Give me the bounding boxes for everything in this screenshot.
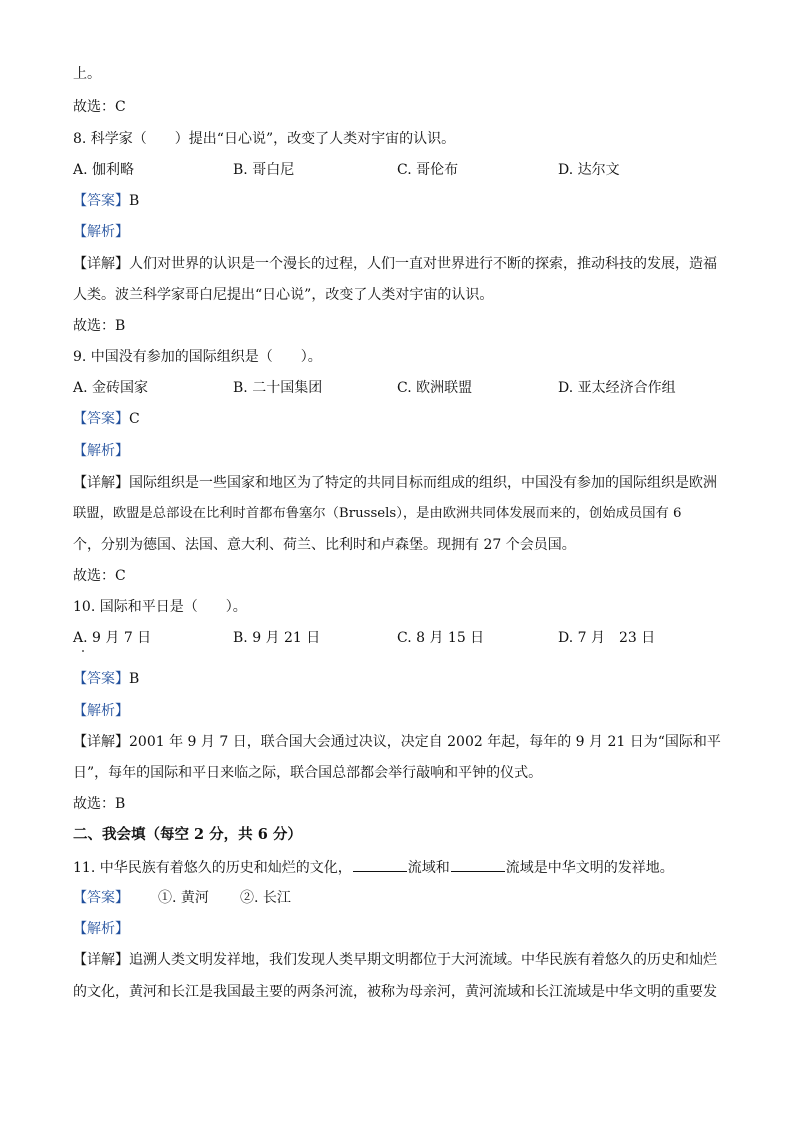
answer-value: B bbox=[129, 671, 140, 687]
q8-analysis-tag: 【解析】 bbox=[73, 224, 129, 240]
detail-text: 国际组织是一些国家和地区为了特定的共同目标而组成的组织，中国没有参加的国际组织是欧洲 bbox=[129, 475, 717, 491]
q11-analysis-tag: 【解析】 bbox=[73, 921, 129, 937]
text-line: 上。 bbox=[73, 66, 101, 82]
q9-option-b: B. 二十国集团 bbox=[233, 380, 323, 396]
detail-text: 追溯人类文明发祥地，我们发现人类早期文明都位于大河流域。中华民族有着悠久的历史和灿烂 bbox=[129, 952, 717, 968]
q8-option-c: C. 哥伦布 bbox=[397, 162, 459, 178]
q9-detail-line-1 bbox=[73, 473, 717, 493]
section-2-heading: 二、我会填（每空 2 分，共 6 分） bbox=[73, 826, 302, 843]
detail-tag: 【详解】 bbox=[73, 475, 129, 491]
answer-tag: 【答案】 bbox=[73, 411, 129, 427]
q9-answer bbox=[73, 409, 140, 429]
q10-analysis-tag: 【解析】 bbox=[73, 703, 129, 719]
stray-dot bbox=[82, 650, 84, 652]
q11-text-mid: 流域和 bbox=[407, 860, 450, 876]
answer-tag: 【答案】 bbox=[73, 193, 129, 209]
detail-tag: 【详解】 bbox=[73, 734, 129, 750]
q11-answer-tag: 【答案】 bbox=[73, 890, 129, 906]
answer-selection: 故选：C bbox=[73, 99, 126, 115]
q11-text-post: 流域是中华文明的发祥地。 bbox=[505, 860, 674, 876]
q10-answer bbox=[73, 669, 139, 689]
q11-answer-2: ②. 长江 bbox=[240, 890, 291, 906]
question-11 bbox=[73, 857, 674, 878]
q8-option-b: B. 哥白尼 bbox=[233, 162, 295, 178]
question-8: 8. 科学家（ ）提出“日心说”，改变了人类对宇宙的认识。 bbox=[73, 131, 456, 147]
q9-option-c: C. 欧洲联盟 bbox=[397, 380, 473, 396]
q11-detail-line-2: 的文化，黄河和长江是我国最主要的两条河流，被称为母亲河，黄河流域和长江流域是中华文明的重要发 bbox=[73, 984, 717, 1000]
q10-option-a: A. 9 月 7 日 bbox=[73, 630, 152, 646]
fill-blank-2 bbox=[451, 857, 505, 872]
q8-detail-line-2: 人类。波兰科学家哥白尼提出“日心说”，改变了人类对宇宙的认识。 bbox=[73, 287, 494, 303]
q11-detail-line-1 bbox=[73, 950, 717, 970]
detail-tag: 【详解】 bbox=[73, 952, 129, 968]
q9-option-a: A. 金砖国家 bbox=[73, 380, 149, 396]
detail-text: 人们对世界的认识是一个漫长的过程，人们一直对世界进行不断的探索，推动科技的发展，造福 bbox=[129, 256, 717, 272]
question-9: 9. 中国没有参加的国际组织是（ ）。 bbox=[73, 349, 322, 365]
question-10: 10. 国际和平日是（ ）。 bbox=[73, 599, 247, 615]
q9-selection: 故选：C bbox=[73, 568, 126, 584]
q10-option-b: B. 9 月 21 日 bbox=[233, 630, 321, 646]
q10-detail-line-1 bbox=[73, 732, 721, 752]
q10-selection: 故选：B bbox=[73, 796, 126, 812]
q9-analysis-tag: 【解析】 bbox=[73, 443, 129, 459]
q8-selection: 故选：B bbox=[73, 318, 126, 334]
q9-detail-line-3: 个，分别为德国、法国、意大利、荷兰、比利时和卢森堡。现拥有 27 个会员国。 bbox=[73, 537, 576, 553]
q10-option-c: C. 8 月 15 日 bbox=[397, 630, 485, 646]
q8-option-a: A. 伽利略 bbox=[73, 162, 135, 178]
detail-text: 2001 年 9 月 7 日，联合国大会通过决议，决定自 2002 年起，每年的 9 月 21 日为“国际和平 bbox=[129, 734, 721, 750]
detail-tag: 【详解】 bbox=[73, 256, 129, 272]
q8-option-d: D. 达尔文 bbox=[558, 162, 620, 178]
q11-answer-1: ①. 黄河 bbox=[158, 890, 209, 906]
fill-blank-1 bbox=[353, 857, 407, 872]
q9-option-d: D. 亚太经济合作组 bbox=[558, 380, 676, 396]
q8-detail-line-1 bbox=[73, 254, 717, 274]
q10-detail-line-2: 日”，每年的国际和平日来临之际，联合国总部都会举行敲响和平钟的仪式。 bbox=[73, 765, 543, 781]
answer-value: B bbox=[129, 193, 140, 209]
q8-answer bbox=[73, 191, 139, 211]
q11-text-pre: 11. 中华民族有着悠久的历史和灿烂的文化， bbox=[73, 860, 352, 876]
q10-option-d: D. 7 月 23 日 bbox=[558, 630, 656, 646]
answer-tag: 【答案】 bbox=[73, 671, 129, 687]
q9-detail-line-2: 联盟，欧盟是总部设在比利时首都布鲁塞尔（Brussels），是由欧洲共同体发展而来的，创始成员国有 6 bbox=[73, 506, 682, 521]
answer-value: C bbox=[129, 411, 140, 427]
